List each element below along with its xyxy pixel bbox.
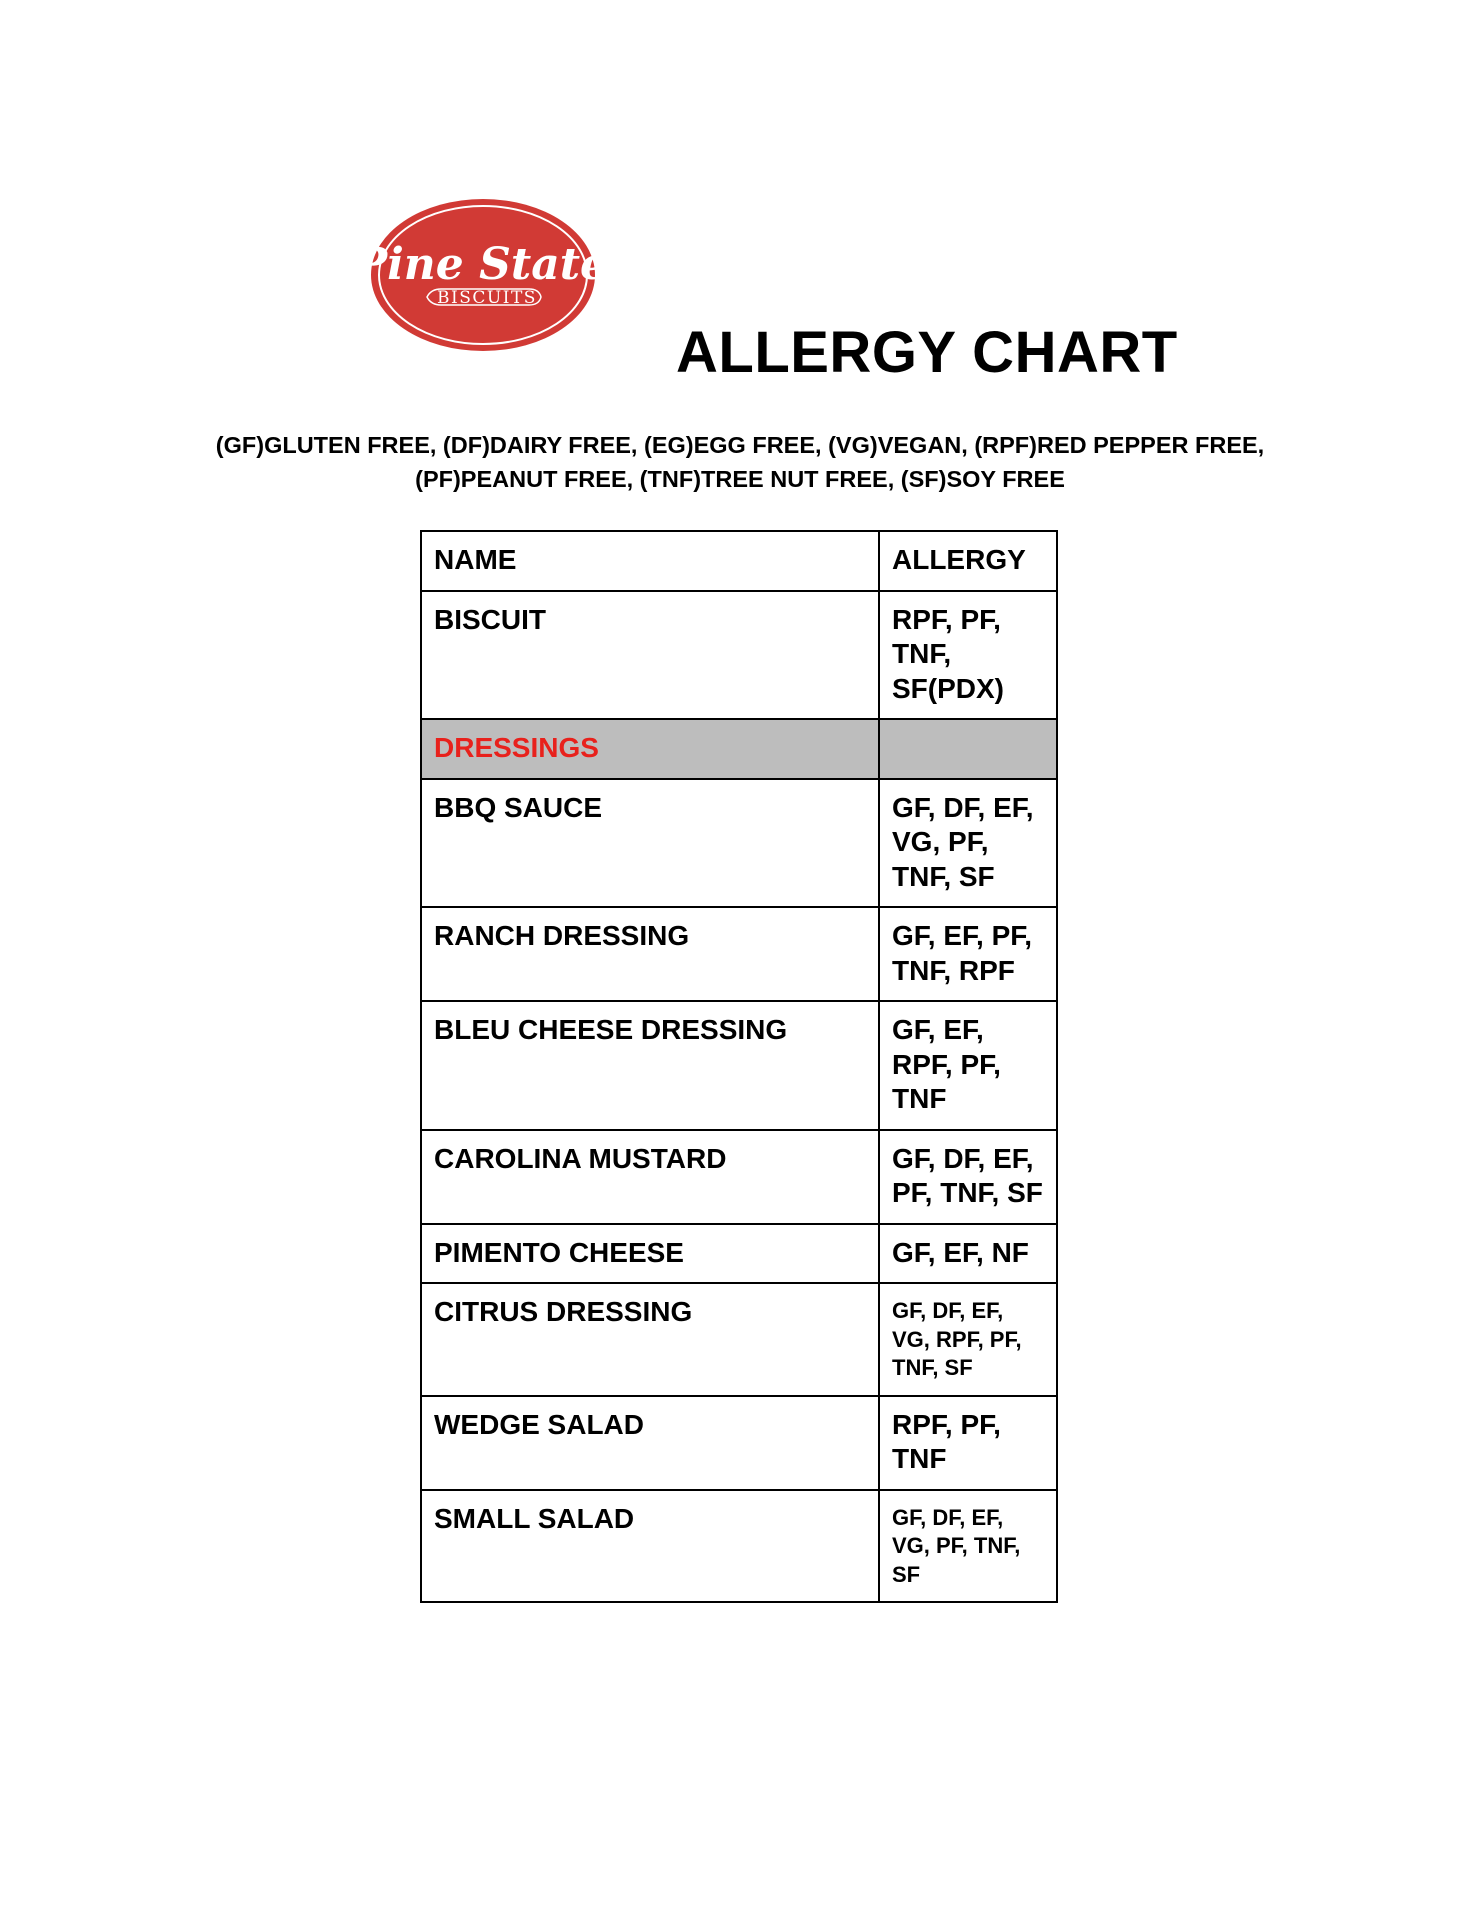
item-allergy: GF, DF, EF, VG, PF, TNF, SF bbox=[879, 779, 1057, 908]
table-row bbox=[421, 1396, 1057, 1490]
table-row bbox=[421, 907, 1057, 1001]
item-name: CITRUS DRESSING bbox=[421, 1283, 879, 1396]
item-name: WEDGE SALAD bbox=[421, 1396, 879, 1490]
section-row-dressings bbox=[421, 719, 1057, 779]
logo-subtitle: BISCUITS bbox=[437, 288, 537, 308]
column-header-name: NAME bbox=[421, 531, 879, 591]
item-name: PIMENTO CHEESE bbox=[421, 1224, 879, 1284]
table-row bbox=[421, 591, 1057, 720]
item-allergy: GF, EF, RPF, PF, TNF bbox=[879, 1001, 1057, 1130]
item-name: BISCUIT bbox=[421, 591, 879, 720]
table-row bbox=[421, 1283, 1057, 1396]
item-allergy: GF, DF, EF, VG, RPF, PF, TNF, SF bbox=[879, 1283, 1057, 1396]
item-allergy: GF, DF, EF, PF, TNF, SF bbox=[879, 1130, 1057, 1224]
item-name: BLEU CHEESE DRESSING bbox=[421, 1001, 879, 1130]
item-allergy: GF, EF, PF, TNF, RPF bbox=[879, 907, 1057, 1001]
table-row bbox=[421, 1130, 1057, 1224]
allergy-legend bbox=[140, 428, 1340, 496]
item-name: RANCH DRESSING bbox=[421, 907, 879, 1001]
logo-graphic bbox=[353, 197, 609, 353]
item-allergy: RPF, PF, TNF bbox=[879, 1396, 1057, 1490]
pine-state-biscuits-logo bbox=[353, 197, 609, 353]
column-header-allergy: ALLERGY bbox=[879, 531, 1057, 591]
section-allergy-empty bbox=[879, 719, 1057, 779]
item-name: BBQ SAUCE bbox=[421, 779, 879, 908]
table-row bbox=[421, 1001, 1057, 1130]
page-title: ALLERGY CHART bbox=[676, 320, 1178, 385]
item-name: SMALL SALAD bbox=[421, 1490, 879, 1603]
logo-wordmark: Pine State bbox=[353, 239, 609, 290]
table-row bbox=[421, 779, 1057, 908]
legend-line-2: (PF)PEANUT FREE, (TNF)TREE NUT FREE, (SF)SOY FREE bbox=[415, 466, 1065, 492]
legend-line-1: (GF)GLUTEN FREE, (DF)DAIRY FREE, (EG)EGG FREE, (VG)VEGAN, (RPF)RED PEPPER FREE, bbox=[215, 432, 1265, 458]
item-allergy: GF, EF, NF bbox=[879, 1224, 1057, 1284]
item-name: CAROLINA MUSTARD bbox=[421, 1130, 879, 1224]
table-row bbox=[421, 1224, 1057, 1284]
allergy-table bbox=[420, 530, 1058, 1603]
table-header-row bbox=[421, 531, 1057, 591]
table-row bbox=[421, 1490, 1057, 1603]
section-label: DRESSINGS bbox=[421, 719, 879, 779]
item-allergy: GF, DF, EF, VG, PF, TNF, SF bbox=[879, 1490, 1057, 1603]
item-allergy: RPF, PF, TNF, SF(PDX) bbox=[879, 591, 1057, 720]
